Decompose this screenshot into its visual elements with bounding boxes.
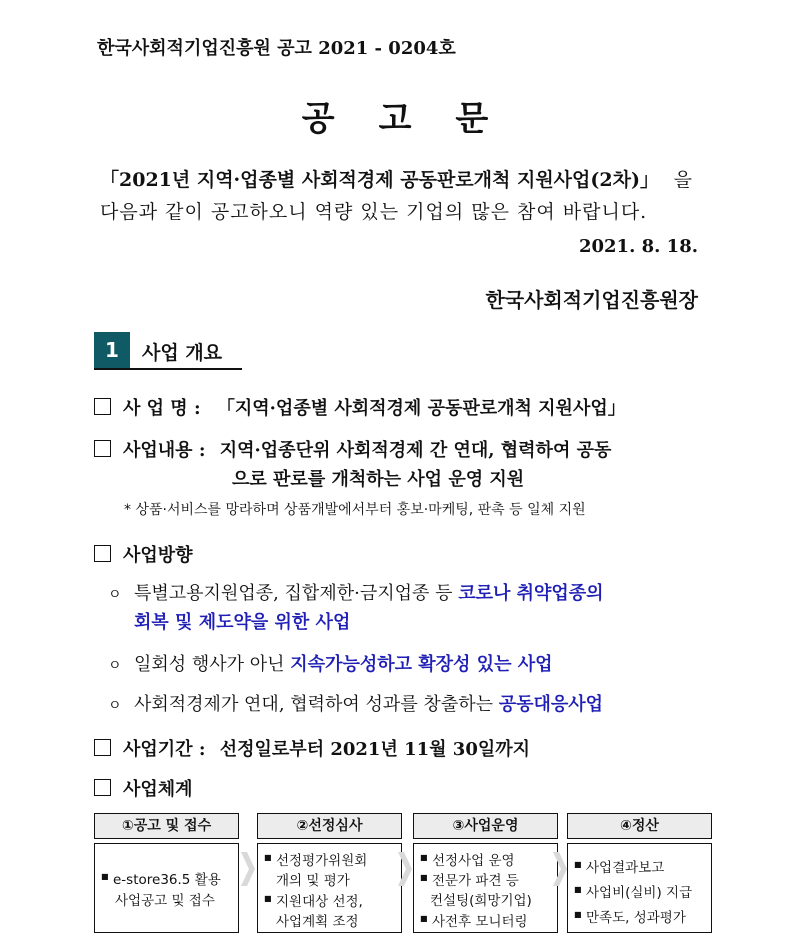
- direction-2-plain: 일회성 행사가 아닌: [134, 654, 291, 675]
- project-name-value: 「지역·업종별 사회적경제 공동판로개척 지원사업」: [216, 398, 626, 419]
- project-name-label: 사 업 명 :: [123, 398, 201, 419]
- period-value: 선정일로부터 2021년 11월 30일까지: [219, 739, 531, 760]
- content-note: * 상품·서비스를 망라하며 상품개발에서부터 홍보·마케팅, 판촉 등 일체 지원: [124, 502, 586, 518]
- flow-step-body: [94, 843, 239, 933]
- intro-particle: 을: [673, 169, 692, 191]
- chevron-right-icon: [553, 852, 567, 886]
- direction-3-emph: 공동대응사업: [498, 694, 604, 715]
- flow-item: ■ 사업결과보고: [574, 856, 664, 876]
- intro-line-1: [100, 165, 692, 192]
- content-line-2: 으로 판로를 개척하는 사업 운영 지원: [232, 469, 525, 490]
- content-row: [94, 436, 611, 462]
- flow-step-2: [257, 813, 402, 933]
- flow-item: ■ 만족도, 성과평가: [574, 906, 686, 926]
- section-number-badge: 1: [94, 332, 130, 368]
- flow-step-4: [567, 813, 712, 933]
- direction-1-plain: 특별고용지원업종, 집합제한·금지업종 등: [134, 583, 459, 604]
- circle-bullet-icon: ㅇ: [108, 587, 122, 603]
- flow-step-1: [94, 813, 239, 933]
- empty-square-icon: [94, 440, 111, 457]
- direction-row: [94, 541, 193, 567]
- content-line-1: 지역·업종단위 사회적경제 간 연대, 협력하여 공동: [219, 440, 612, 461]
- flow-item: ■ 전문가 파견 등: [420, 869, 519, 889]
- direction-1-emph: 코로나 취약업종의: [458, 583, 604, 604]
- flow-step-body: [413, 843, 558, 933]
- flow-item: ■ 지원대상 선정,: [264, 890, 363, 910]
- flow-step-body: [567, 843, 712, 933]
- circle-bullet-icon: ㅇ: [108, 698, 122, 714]
- chevron-right-icon: [241, 852, 255, 886]
- period-row: [94, 735, 530, 761]
- announce-date: 2021. 8. 18.: [578, 236, 698, 257]
- flow-item: ■ 선정평가위원회: [264, 849, 367, 869]
- flow-step-3: [413, 813, 558, 933]
- system-label: 사업체계: [123, 779, 193, 800]
- direction-3-plain: 사회적경제가 연대, 협력하여 성과를 창출하는: [134, 694, 499, 715]
- flow-item: ■ 사업비(실비) 지급: [574, 881, 692, 901]
- intro-line-2: 다음과 같이 공고하오니 역량 있는 기업의 많은 참여 바랍니다.: [100, 201, 648, 223]
- flow-item-cont: 사업공고 및 접수: [115, 893, 215, 909]
- direction-2-emph: 지속가능성하고 확장성 있는 사업: [290, 654, 553, 675]
- flow-item-cont: 개의 및 평가: [276, 873, 350, 889]
- flow-item-cont: 컨설팅(희망기업): [430, 893, 532, 909]
- direction-1-emph-cont: 회복 및 제도약을 위한 사업: [134, 612, 351, 633]
- period-label: 사업기간 :: [123, 739, 206, 760]
- page-title: 공고문: [301, 99, 533, 139]
- flow-item: ■ e-store36.5 활용: [101, 868, 221, 888]
- empty-square-icon: [94, 398, 111, 415]
- flow-step-body: [257, 843, 402, 933]
- project-name-row: [94, 394, 626, 420]
- flow-step-head: ②선정심사: [257, 813, 402, 839]
- flow-item: ■ 선정사업 운영: [420, 849, 515, 869]
- flow-item: ■ 사전후 모니터링: [420, 910, 528, 930]
- chevron-right-icon: [398, 852, 412, 886]
- doc-number: 한국사회적기업진흥원 공고 2021 - 0204호: [97, 38, 456, 59]
- empty-square-icon: [94, 545, 111, 562]
- empty-square-icon: [94, 739, 111, 756]
- empty-square-icon: [94, 779, 111, 796]
- flow-step-head: ④정산: [567, 813, 712, 839]
- section-1-header: [94, 332, 242, 370]
- direction-item-3: [108, 690, 603, 716]
- section-title: 사업 개요: [142, 342, 223, 364]
- flow-item-cont: 사업계획 조정: [276, 914, 359, 930]
- flow-step-head: ①공고 및 접수: [94, 813, 239, 839]
- flow-step-head: ③사업운영: [413, 813, 558, 839]
- circle-bullet-icon: ㅇ: [108, 658, 122, 674]
- direction-label: 사업방향: [123, 545, 193, 566]
- direction-item-2: [108, 650, 553, 676]
- system-row: [94, 775, 193, 801]
- issuer: 한국사회적기업진흥원장: [485, 288, 698, 312]
- intro-project-title: 「2021년 지역·업종별 사회적경제 공동판로개척 지원사업(2차)」: [100, 169, 659, 191]
- content-label: 사업내용 :: [123, 440, 206, 461]
- direction-item-1: [108, 579, 604, 605]
